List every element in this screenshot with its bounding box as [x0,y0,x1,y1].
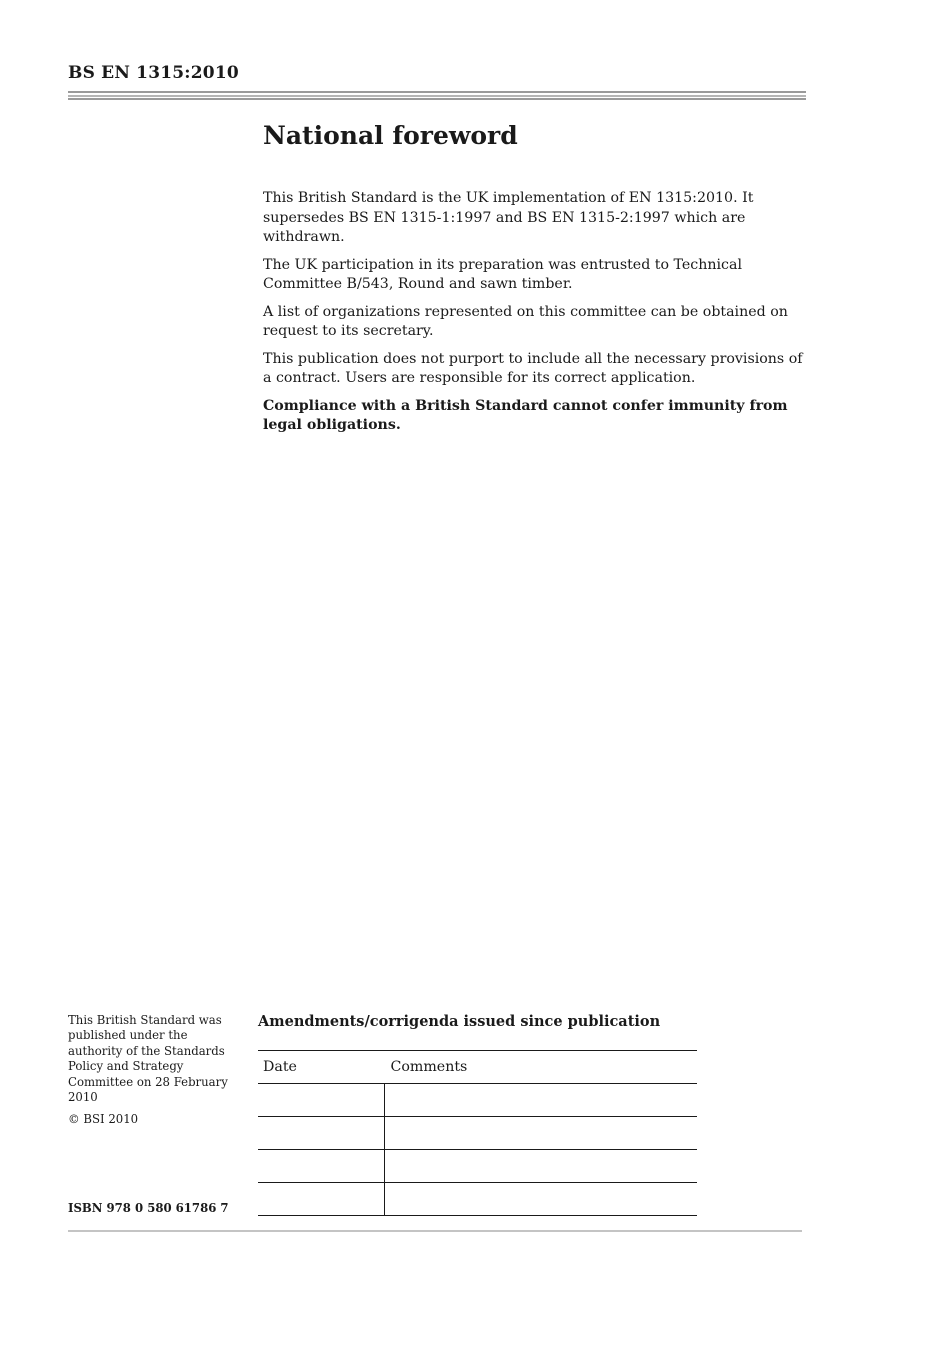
column-header-date: Date [258,1051,385,1084]
header-rule [68,91,806,100]
standard-code: BS EN 1315:2010 [68,63,239,83]
table-row [258,1183,697,1216]
date-cell [258,1084,385,1117]
page-title: National foreword [263,121,518,150]
paragraph-committee: The UK participation in its preparation was entrusted to Technical Committee B/543, Round and sawn timber. [263,256,742,292]
paragraph-provisions: This publication does not purport to include all the necessary provisions of a contract. Users are responsible for its correct application. [263,350,803,386]
amendments-table [258,1050,697,1216]
date-cell [258,1183,385,1216]
copyright-notice: © BSI 2010 [68,1112,139,1127]
publication-statement: This British Standard was published under the authority of the Standards Policy and Strategy Committee on 28 February 2010 [68,1013,228,1105]
comments-cell [385,1183,698,1216]
table-header-row [258,1051,697,1084]
column-header-comments: Comments [385,1051,698,1084]
paragraph-implementation: This British Standard is the UK implementation of EN 1315:2010. It supersedes BS EN 1315-1:1997 and BS EN 1315-2:1997 which are withdrawn. [263,190,754,245]
paragraph-organizations: A list of organizations represented on this committee can be obtained on request to its secretary. [263,303,788,339]
publication-note [68,1013,240,1135]
date-cell [258,1117,385,1150]
comments-cell [385,1117,698,1150]
table-row [258,1150,697,1183]
table-row [258,1084,697,1117]
comments-cell [385,1084,698,1117]
amendments-title: Amendments/corrigenda issued since publication [258,1013,661,1030]
date-cell [258,1150,385,1183]
compliance-note: Compliance with a British Standard cannot confer immunity from legal obligations. [263,397,788,433]
table-row [258,1117,697,1150]
footer-rule [68,1230,802,1232]
comments-cell [385,1150,698,1183]
foreword-body [263,189,808,444]
isbn: ISBN 978 0 580 61786 7 [68,1201,229,1215]
